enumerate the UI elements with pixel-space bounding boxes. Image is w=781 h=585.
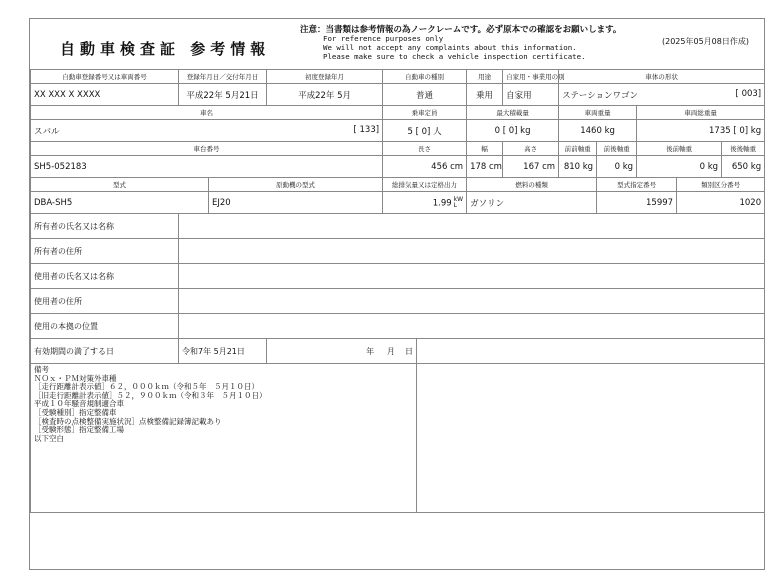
value-max-load: 0 [ 0] kg	[467, 120, 559, 142]
year-label: 年	[366, 346, 375, 356]
label-base-location: 使用の本拠の位置	[31, 314, 179, 339]
value-displacement-cell	[383, 192, 467, 214]
label-chassis: 車台番号	[31, 142, 383, 156]
remarks-cell	[31, 364, 417, 513]
value-user-name	[179, 264, 765, 289]
label-fr-axle: 前後軸重	[597, 142, 637, 156]
note-english-line: For reference purposes only	[323, 34, 444, 43]
label-body-shape: 車体の形状	[559, 70, 765, 84]
value-weight: 1460 kg	[559, 120, 637, 142]
label-rf-axle: 後前軸重	[637, 142, 722, 156]
expiry-blank	[417, 339, 765, 364]
value-model: DBA-SH5	[31, 192, 209, 214]
label-engine-model: 原動機の型式	[209, 178, 383, 192]
label-maker: 車名	[31, 106, 383, 120]
note-english-line: We will not accept any complaints about this information.	[323, 43, 577, 52]
remarks-label: 備考	[34, 365, 49, 374]
header	[30, 19, 764, 69]
value-gross-weight: 1735 [ 0] kg	[637, 120, 765, 142]
value-displacement: 1.99	[432, 198, 452, 208]
day-label: 日	[405, 346, 414, 356]
remark-line: ＮＯｘ・ＰＭ対策外車種	[34, 373, 117, 383]
inspection-certificate-sheet	[29, 18, 765, 570]
value-engine-model: EJ20	[209, 192, 383, 214]
remark-line: 以下空白	[34, 433, 64, 443]
label-capacity: 乗車定員	[383, 106, 467, 120]
value-maker: スバル	[34, 126, 60, 137]
value-height: 167 cm	[503, 156, 559, 178]
label-gross-weight: 車両総重量	[637, 106, 765, 120]
label-max-load: 最大積載量	[467, 106, 559, 120]
label-height: 高さ	[503, 142, 559, 156]
document-title: 自動車検査証 参考情報	[60, 40, 271, 58]
value-maker-cell	[31, 120, 383, 142]
label-use: 用途	[467, 70, 503, 84]
value-private-business: 自家用	[503, 84, 559, 106]
value-rf-axle: 0 kg	[637, 156, 722, 178]
value-chassis: SH5-052183	[31, 156, 383, 178]
value-model-no: 15997	[597, 192, 677, 214]
label-length: 長さ	[383, 142, 467, 156]
value-first-reg: 平成22年 5月	[267, 84, 383, 106]
label-reg-date: 登録年月日／交付年月日	[179, 70, 267, 84]
value-capacity: 5 [ 0] 人	[383, 120, 467, 142]
remark-line: ［旧走行距離計表示値］５２，９００ｋｍ（令和３年 ５月１０日）	[34, 390, 267, 400]
value-vehicle-type: 普通	[383, 84, 467, 106]
remark-line: ［受験形態］指定整備工場	[34, 425, 124, 435]
expiry-secondary-date	[267, 339, 417, 364]
label-displacement: 総排気量又は定格出力	[383, 178, 467, 192]
label-private-business: 自家用・事業用の別	[503, 70, 559, 84]
note-japanese: 注意：当書類は参考情報の為ノークレームです。必ず原本での確認をお願いします。	[300, 25, 622, 35]
value-body-code: [ 003]	[735, 88, 762, 99]
label-first-reg: 初度登録年月	[267, 70, 383, 84]
label-owner-name: 所有者の氏名又は名称	[31, 214, 179, 239]
value-reg-date: 平成22年 5月21日	[179, 84, 267, 106]
label-expiry: 有効期間の満了する日	[31, 339, 179, 364]
remark-line: 平成１０年騒音規制適合車	[34, 399, 124, 409]
label-category-no: 類別区分番号	[677, 178, 765, 192]
value-reg-no: XX XXX X XXXX	[31, 84, 179, 106]
label-model-no: 型式指定番号	[597, 178, 677, 192]
displacement-unit	[454, 197, 463, 209]
unit-kw: kW	[453, 195, 464, 203]
value-fuel: ガソリン	[467, 192, 597, 214]
value-category-no: 1020	[677, 192, 765, 214]
month-label: 月	[386, 346, 395, 356]
value-expiry: 令和7年 5月21日	[179, 339, 267, 364]
remarks-blank	[417, 364, 765, 513]
value-ff-axle: 810 kg	[559, 156, 597, 178]
label-user-address: 使用者の住所	[31, 289, 179, 314]
value-fr-axle: 0 kg	[597, 156, 637, 178]
value-owner-name	[179, 214, 765, 239]
label-width: 幅	[467, 142, 503, 156]
label-ff-axle: 前前軸重	[559, 142, 597, 156]
label-model: 型式	[31, 178, 209, 192]
value-owner-address	[179, 239, 765, 264]
label-weight: 車両重量	[559, 106, 637, 120]
created-date: (2025年05月08日作成)	[662, 37, 749, 46]
note-english-line: Please make sure to check a vehicle inspection certificate.	[323, 52, 586, 61]
label-user-name: 使用者の氏名又は名称	[31, 264, 179, 289]
label-rr-axle: 後後軸重	[722, 142, 765, 156]
label-vehicle-type: 自動車の種別	[383, 70, 467, 84]
value-width: 178 cm	[467, 156, 503, 178]
unit-l: L	[453, 201, 457, 209]
value-use: 乗用	[467, 84, 503, 106]
value-body-shape: ステーションワゴン	[562, 90, 639, 101]
label-owner-address: 所有者の住所	[31, 239, 179, 264]
remark-line: ［走行距離計表示値］６２，０００ｋｍ（令和５年 ５月１０日）	[34, 382, 259, 392]
value-body-shape-cell	[559, 84, 765, 106]
label-reg-no: 自動車登録番号又は車両番号	[31, 70, 179, 84]
value-maker-code: [ 133]	[353, 124, 380, 135]
value-length: 456 cm	[383, 156, 467, 178]
value-base-location	[179, 314, 765, 339]
value-rr-axle: 650 kg	[722, 156, 765, 178]
certificate-table	[30, 69, 765, 513]
label-fuel: 燃料の種類	[467, 178, 597, 192]
remark-line: ［検査時の点検整備実施状況］点検整備記録簿記載あり	[34, 416, 222, 426]
remark-line: ［受験種別］指定整備車	[34, 407, 117, 417]
value-user-address	[179, 289, 765, 314]
